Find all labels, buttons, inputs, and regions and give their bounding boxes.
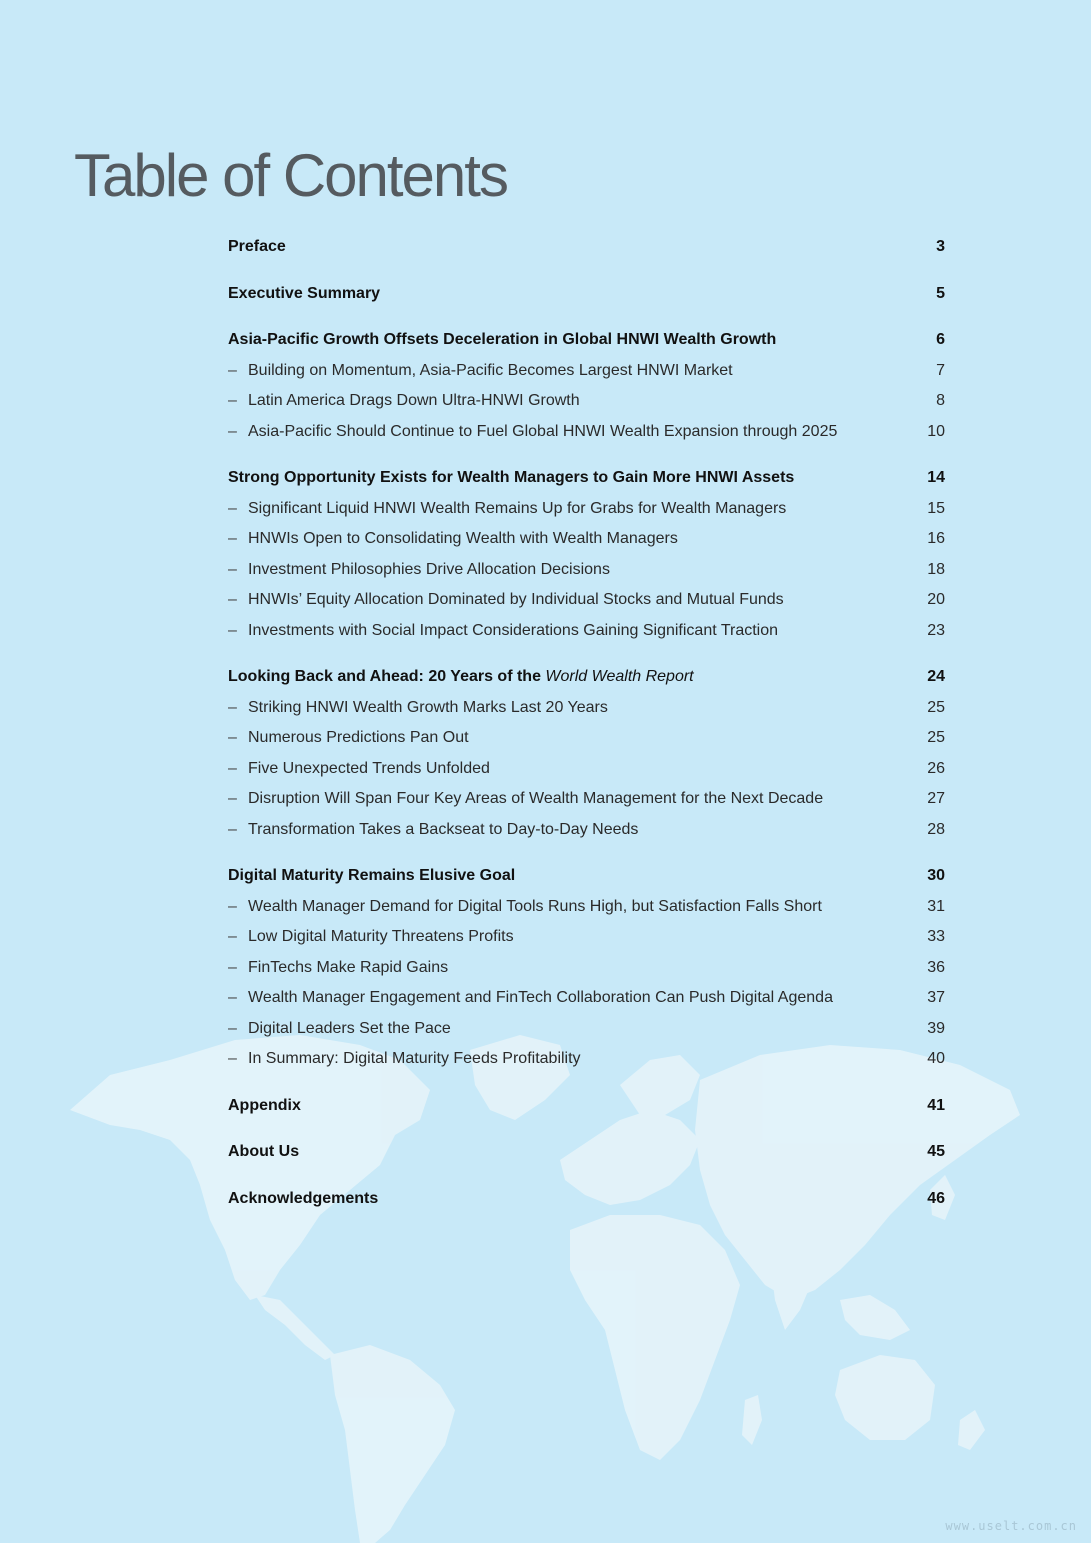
toc-page-number: 7 xyxy=(936,361,945,379)
toc-page-number: 23 xyxy=(927,621,945,639)
toc-page-number: 30 xyxy=(927,867,945,884)
table-of-contents xyxy=(228,232,945,1230)
toc-subsection-entry[interactable] xyxy=(228,616,945,647)
toc-subsection-label: – Building on Momentum, Asia-Pacific Becomes Largest HNWI Market xyxy=(228,356,733,387)
toc-subsection-label: – Wealth Manager Demand for Digital Tools Runs High, but Satisfaction Falls Short xyxy=(228,892,822,923)
toc-page-number: 20 xyxy=(927,591,945,608)
toc-subsection-label: – Low Digital Maturity Threatens Profits xyxy=(228,922,514,953)
toc-section-label xyxy=(228,463,794,494)
toc-subsection-entry[interactable] xyxy=(228,1044,945,1075)
toc-subsection-entry[interactable] xyxy=(228,922,945,953)
toc-subsection-entry[interactable] xyxy=(228,585,945,616)
toc-page-number: 6 xyxy=(936,331,945,348)
toc-section-label-text: Executive Summary xyxy=(228,284,381,302)
toc-subsection-entry[interactable] xyxy=(228,815,945,846)
toc-page-number: 5 xyxy=(936,284,945,302)
toc-section-label xyxy=(228,279,380,310)
toc-subsection-label: – Significant Liquid HNWI Wealth Remains Up for Grabs for Wealth Managers xyxy=(228,494,786,525)
toc-section-label xyxy=(228,232,286,263)
toc-page-number: 45 xyxy=(927,1143,945,1160)
toc-subsection-label: – Investments with Social Impact Considerations Gaining Significant Traction xyxy=(228,616,778,647)
toc-section-label-text: Looking Back and Ahead: 20 Years of the xyxy=(228,668,546,685)
australia-shape xyxy=(835,1355,935,1440)
toc-page-number: 25 xyxy=(927,729,945,746)
africa-shape xyxy=(570,1215,740,1460)
toc-subsection-label: – In Summary: Digital Maturity Feeds Profitability xyxy=(228,1044,581,1075)
toc-subsection-entry[interactable] xyxy=(228,524,945,555)
toc-subsection-label: – Investment Philosophies Drive Allocation Decisions xyxy=(228,555,610,586)
toc-section xyxy=(228,1184,945,1215)
toc-subsection-label: – Latin America Drags Down Ultra-HNWI Growth xyxy=(228,386,580,417)
toc-subsection-label: – HNWIs’ Equity Allocation Dominated by Individual Stocks and Mutual Funds xyxy=(228,585,784,616)
toc-section-entry[interactable] xyxy=(228,325,945,356)
toc-subsection-label: – Five Unexpected Trends Unfolded xyxy=(228,754,490,785)
toc-subsection-label: – Transformation Takes a Backseat to Day-to-Day Needs xyxy=(228,815,638,846)
toc-subsection-label: – Striking HNWI Wealth Growth Marks Last 20 Years xyxy=(228,693,608,724)
toc-page-number: 37 xyxy=(927,989,945,1006)
toc-page-number: 26 xyxy=(927,759,945,777)
south-america-shape xyxy=(330,1345,455,1543)
toc-subsection-label: – Asia-Pacific Should Continue to Fuel Global HNWI Wealth Expansion through 2025 xyxy=(228,417,837,448)
toc-section-label xyxy=(228,325,776,356)
toc-page-number: 8 xyxy=(936,392,945,409)
toc-page-number: 33 xyxy=(927,928,945,945)
toc-page-number: 10 xyxy=(927,422,945,440)
toc-section-label-text: Preface xyxy=(228,238,286,255)
toc-section-label-text: Digital Maturity Remains Elusive Goal xyxy=(228,867,516,884)
toc-subsection-entry[interactable] xyxy=(228,494,945,525)
toc-section xyxy=(228,861,945,1075)
toc-section-entry[interactable] xyxy=(228,861,945,892)
toc-section-entry[interactable] xyxy=(228,1091,945,1122)
toc-subsection-label: – FinTechs Make Rapid Gains xyxy=(228,953,448,984)
toc-page-number: 18 xyxy=(927,560,945,578)
toc-section-label xyxy=(228,861,515,892)
toc-section-label-text: Asia-Pacific Growth Offsets Deceleration in Global HNWI Wealth Growth xyxy=(228,331,777,348)
new-zealand-shape xyxy=(958,1410,985,1450)
toc-subsection-entry[interactable] xyxy=(228,386,945,417)
toc-subsection-label: – Numerous Predictions Pan Out xyxy=(228,723,469,754)
toc-section xyxy=(228,1137,945,1168)
toc-subsection-entry[interactable] xyxy=(228,356,945,387)
toc-section-entry[interactable] xyxy=(228,1137,945,1168)
toc-section-entry[interactable] xyxy=(228,463,945,494)
toc-subsection-entry[interactable] xyxy=(228,953,945,984)
toc-section xyxy=(228,662,945,845)
toc-subsection-label: – Disruption Will Span Four Key Areas of Wealth Management for the Next Decade xyxy=(228,784,823,815)
toc-subsection-entry[interactable] xyxy=(228,983,945,1014)
toc-subsection-label: – HNWIs Open to Consolidating Wealth with Wealth Managers xyxy=(228,524,678,555)
page-title: Table of Contents xyxy=(74,142,507,209)
watermark: www.uselt.com.cn xyxy=(945,1519,1077,1533)
toc-section xyxy=(228,463,945,646)
toc-section xyxy=(228,325,945,447)
toc-page-number: 14 xyxy=(927,469,945,486)
toc-page-number: 39 xyxy=(927,1019,945,1037)
toc-subsection-entry[interactable] xyxy=(228,723,945,754)
toc-section-label xyxy=(228,1091,301,1122)
toc-section xyxy=(228,232,945,263)
toc-page-number: 24 xyxy=(927,668,945,685)
toc-section-label xyxy=(228,1184,378,1215)
toc-page-number: 41 xyxy=(927,1096,945,1114)
toc-subsection-entry[interactable] xyxy=(228,754,945,785)
toc-page-number: 28 xyxy=(927,820,945,838)
toc-section xyxy=(228,279,945,310)
toc-page-number: 27 xyxy=(927,790,945,807)
toc-subsection-label: – Wealth Manager Engagement and FinTech Collaboration Can Push Digital Agenda xyxy=(228,983,833,1014)
toc-page-number: 25 xyxy=(927,698,945,716)
toc-section-label-text: Appendix xyxy=(228,1096,301,1114)
toc-section-entry[interactable] xyxy=(228,662,945,693)
toc-subsection-entry[interactable] xyxy=(228,417,945,448)
toc-page-number: 31 xyxy=(927,897,945,915)
toc-section-label xyxy=(228,1137,299,1168)
madagascar-shape xyxy=(742,1395,762,1445)
toc-page-number: 3 xyxy=(936,238,945,255)
toc-subsection-entry[interactable] xyxy=(228,892,945,923)
toc-page-number: 36 xyxy=(927,958,945,976)
toc-section-label-text: Acknowledgements xyxy=(228,1189,379,1207)
toc-page-number: 15 xyxy=(927,499,945,517)
toc-section-label-text: Strong Opportunity Exists for Wealth Managers to Gain More HNWI Assets xyxy=(228,469,795,486)
toc-section-entry[interactable] xyxy=(228,232,945,263)
toc-section xyxy=(228,1091,945,1122)
southeast-asia-shape xyxy=(840,1295,910,1340)
toc-subsection-entry[interactable] xyxy=(228,693,945,724)
toc-page-number: 40 xyxy=(927,1050,945,1067)
toc-page-number: 46 xyxy=(927,1189,945,1207)
toc-section-label xyxy=(228,662,694,693)
toc-section-entry[interactable] xyxy=(228,1184,945,1215)
toc-subsection-label: – Digital Leaders Set the Pace xyxy=(228,1014,451,1045)
toc-section-entry[interactable] xyxy=(228,279,945,310)
toc-subsection-entry[interactable] xyxy=(228,555,945,586)
toc-subsection-entry[interactable] xyxy=(228,784,945,815)
toc-subsection-entry[interactable] xyxy=(228,1014,945,1045)
toc-section-label-text: About Us xyxy=(228,1143,300,1160)
central-america-shape xyxy=(255,1295,335,1360)
toc-section-label-italic: World Wealth Report xyxy=(545,668,694,685)
toc-page-number: 16 xyxy=(927,530,945,547)
